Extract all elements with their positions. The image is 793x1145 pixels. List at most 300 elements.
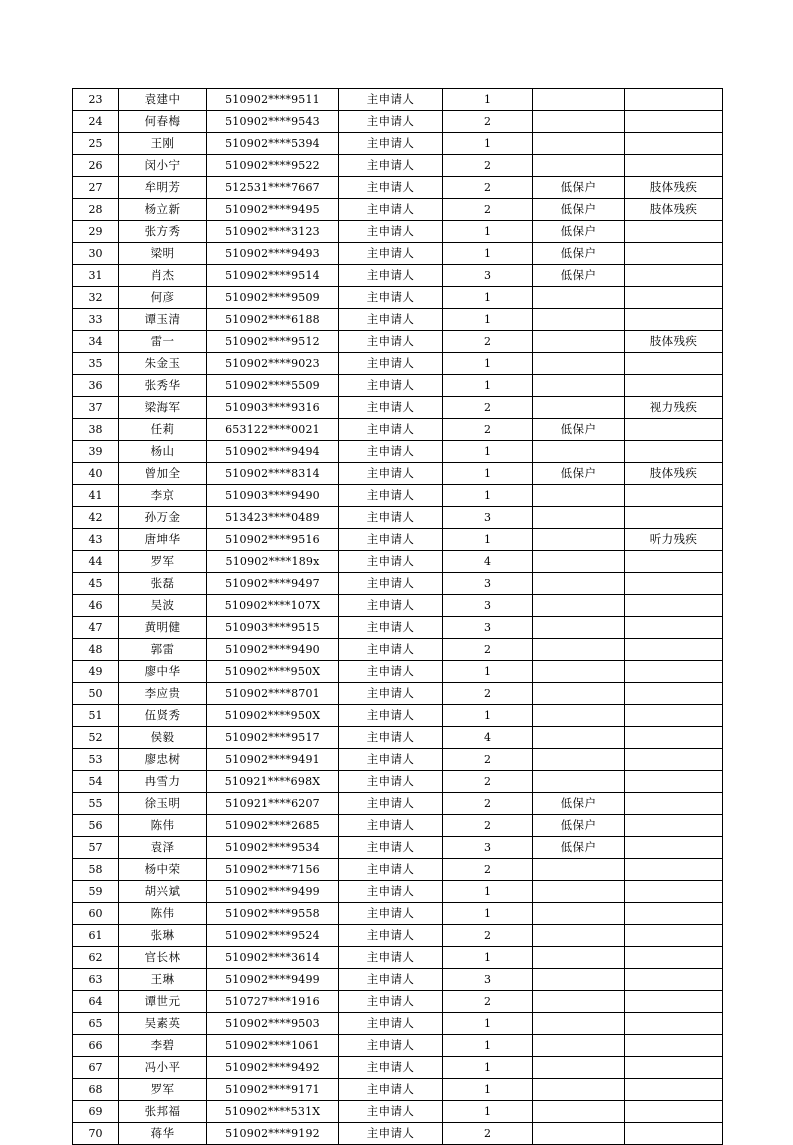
row-index-cell: 35 — [73, 353, 119, 375]
applicant-role-cell: 主申请人 — [339, 485, 443, 507]
row-index-cell: 58 — [73, 859, 119, 881]
remark-cell — [625, 771, 723, 793]
table-row — [73, 881, 723, 903]
remark-cell: 听力残疾 — [625, 529, 723, 551]
family-size-cell: 1 — [443, 881, 533, 903]
family-size-cell: 2 — [443, 199, 533, 221]
remark-cell — [625, 683, 723, 705]
remark-cell — [625, 793, 723, 815]
table-row — [73, 1035, 723, 1057]
applicant-name-cell: 袁建中 — [119, 89, 207, 111]
family-size-cell: 1 — [443, 705, 533, 727]
household-type-cell — [533, 375, 625, 397]
applicant-role-cell: 主申请人 — [339, 1123, 443, 1145]
table-row — [73, 133, 723, 155]
table-row — [73, 155, 723, 177]
remark-cell — [625, 969, 723, 991]
remark-cell: 视力残疾 — [625, 397, 723, 419]
id-number-cell: 510902****9558 — [207, 903, 339, 925]
family-size-cell: 1 — [443, 375, 533, 397]
id-number-cell: 510902****9516 — [207, 529, 339, 551]
household-type-cell — [533, 573, 625, 595]
applicant-name-cell: 侯毅 — [119, 727, 207, 749]
remark-cell — [625, 1057, 723, 1079]
id-number-cell: 510902****950X — [207, 661, 339, 683]
id-number-cell: 510902****9171 — [207, 1079, 339, 1101]
remark-cell — [625, 573, 723, 595]
household-type-cell — [533, 749, 625, 771]
applicant-name-cell: 罗军 — [119, 551, 207, 573]
applicant-role-cell: 主申请人 — [339, 815, 443, 837]
row-index-cell: 50 — [73, 683, 119, 705]
row-index-cell: 27 — [73, 177, 119, 199]
applicant-role-cell: 主申请人 — [339, 661, 443, 683]
remark-cell — [625, 133, 723, 155]
applicant-name-cell: 王刚 — [119, 133, 207, 155]
household-type-cell — [533, 89, 625, 111]
id-number-cell: 510902****9509 — [207, 287, 339, 309]
household-type-cell — [533, 947, 625, 969]
family-size-cell: 2 — [443, 177, 533, 199]
row-index-cell: 26 — [73, 155, 119, 177]
applicant-name-cell: 唐坤华 — [119, 529, 207, 551]
applicant-role-cell: 主申请人 — [339, 1101, 443, 1123]
household-type-cell: 低保户 — [533, 221, 625, 243]
row-index-cell: 34 — [73, 331, 119, 353]
row-index-cell: 68 — [73, 1079, 119, 1101]
remark-cell — [625, 837, 723, 859]
applicant-name-cell: 牟明芳 — [119, 177, 207, 199]
applicant-name-cell: 杨山 — [119, 441, 207, 463]
remark-cell — [625, 353, 723, 375]
table-row — [73, 969, 723, 991]
applicant-role-cell: 主申请人 — [339, 441, 443, 463]
family-size-cell: 2 — [443, 859, 533, 881]
household-type-cell — [533, 1035, 625, 1057]
household-type-cell — [533, 595, 625, 617]
household-type-cell — [533, 771, 625, 793]
table-row — [73, 815, 723, 837]
applicant-role-cell: 主申请人 — [339, 639, 443, 661]
applicant-role-cell: 主申请人 — [339, 529, 443, 551]
family-size-cell: 4 — [443, 551, 533, 573]
family-size-cell: 1 — [443, 243, 533, 265]
household-type-cell — [533, 683, 625, 705]
table-row — [73, 1101, 723, 1123]
row-index-cell: 44 — [73, 551, 119, 573]
remark-cell — [625, 551, 723, 573]
household-type-cell — [533, 155, 625, 177]
row-index-cell: 36 — [73, 375, 119, 397]
applicant-role-cell: 主申请人 — [339, 573, 443, 595]
row-index-cell: 28 — [73, 199, 119, 221]
applicant-role-cell: 主申请人 — [339, 199, 443, 221]
row-index-cell: 59 — [73, 881, 119, 903]
applicant-name-cell: 陈伟 — [119, 815, 207, 837]
applicant-role-cell: 主申请人 — [339, 903, 443, 925]
applicant-role-cell: 主申请人 — [339, 177, 443, 199]
id-number-cell: 510902****9497 — [207, 573, 339, 595]
remark-cell — [625, 749, 723, 771]
id-number-cell: 510902****950X — [207, 705, 339, 727]
applicant-name-cell: 王琳 — [119, 969, 207, 991]
applicant-name-cell: 黄明健 — [119, 617, 207, 639]
table-row — [73, 177, 723, 199]
household-type-cell: 低保户 — [533, 793, 625, 815]
row-index-cell: 31 — [73, 265, 119, 287]
household-type-cell — [533, 859, 625, 881]
row-index-cell: 48 — [73, 639, 119, 661]
applicant-name-cell: 吴波 — [119, 595, 207, 617]
household-type-cell — [533, 1101, 625, 1123]
family-size-cell: 1 — [443, 309, 533, 331]
id-number-cell: 510727****1916 — [207, 991, 339, 1013]
applicant-name-cell: 郭雷 — [119, 639, 207, 661]
family-size-cell: 1 — [443, 441, 533, 463]
remark-cell — [625, 309, 723, 331]
applicant-name-cell: 谭玉清 — [119, 309, 207, 331]
table-row — [73, 529, 723, 551]
row-index-cell: 39 — [73, 441, 119, 463]
family-size-cell: 1 — [443, 903, 533, 925]
household-type-cell — [533, 727, 625, 749]
row-index-cell: 32 — [73, 287, 119, 309]
family-size-cell: 3 — [443, 837, 533, 859]
row-index-cell: 23 — [73, 89, 119, 111]
row-index-cell: 57 — [73, 837, 119, 859]
table-row — [73, 573, 723, 595]
applicant-roster-table — [72, 88, 723, 1145]
table-row — [73, 749, 723, 771]
remark-cell — [625, 287, 723, 309]
row-index-cell: 66 — [73, 1035, 119, 1057]
table-row — [73, 661, 723, 683]
household-type-cell — [533, 991, 625, 1013]
id-number-cell: 510902****9512 — [207, 331, 339, 353]
household-type-cell — [533, 639, 625, 661]
id-number-cell: 510902****9491 — [207, 749, 339, 771]
remark-cell — [625, 661, 723, 683]
remark-cell — [625, 155, 723, 177]
applicant-name-cell: 梁明 — [119, 243, 207, 265]
id-number-cell: 510903****9490 — [207, 485, 339, 507]
family-size-cell: 2 — [443, 155, 533, 177]
table-row — [73, 991, 723, 1013]
applicant-role-cell: 主申请人 — [339, 221, 443, 243]
applicant-name-cell: 李应贵 — [119, 683, 207, 705]
row-index-cell: 40 — [73, 463, 119, 485]
id-number-cell: 510902****9522 — [207, 155, 339, 177]
applicant-role-cell: 主申请人 — [339, 375, 443, 397]
applicant-name-cell: 廖中华 — [119, 661, 207, 683]
row-index-cell: 70 — [73, 1123, 119, 1145]
remark-cell — [625, 243, 723, 265]
family-size-cell: 3 — [443, 969, 533, 991]
family-size-cell: 2 — [443, 925, 533, 947]
id-number-cell: 510921****698X — [207, 771, 339, 793]
applicant-role-cell: 主申请人 — [339, 749, 443, 771]
household-type-cell — [533, 529, 625, 551]
applicant-role-cell: 主申请人 — [339, 463, 443, 485]
applicant-name-cell: 廖忠树 — [119, 749, 207, 771]
household-type-cell — [533, 661, 625, 683]
household-type-cell — [533, 353, 625, 375]
table-row — [73, 331, 723, 353]
table-row — [73, 595, 723, 617]
row-index-cell: 42 — [73, 507, 119, 529]
table-row — [73, 859, 723, 881]
table-row — [73, 419, 723, 441]
applicant-role-cell: 主申请人 — [339, 89, 443, 111]
family-size-cell: 1 — [443, 89, 533, 111]
remark-cell — [625, 221, 723, 243]
household-type-cell: 低保户 — [533, 837, 625, 859]
remark-cell — [625, 485, 723, 507]
id-number-cell: 510902****8701 — [207, 683, 339, 705]
table-row — [73, 485, 723, 507]
id-number-cell: 510902****2685 — [207, 815, 339, 837]
household-type-cell: 低保户 — [533, 463, 625, 485]
family-size-cell: 2 — [443, 1123, 533, 1145]
family-size-cell: 1 — [443, 287, 533, 309]
id-number-cell: 510902****189x — [207, 551, 339, 573]
table-row — [73, 397, 723, 419]
applicant-role-cell: 主申请人 — [339, 551, 443, 573]
id-number-cell: 510902****9495 — [207, 199, 339, 221]
applicant-name-cell: 蒋华 — [119, 1123, 207, 1145]
family-size-cell: 4 — [443, 727, 533, 749]
household-type-cell — [533, 111, 625, 133]
id-number-cell: 510902****9543 — [207, 111, 339, 133]
row-index-cell: 53 — [73, 749, 119, 771]
applicant-role-cell: 主申请人 — [339, 111, 443, 133]
remark-cell — [625, 111, 723, 133]
remark-cell — [625, 881, 723, 903]
remark-cell — [625, 617, 723, 639]
table-row — [73, 265, 723, 287]
table-row — [73, 463, 723, 485]
applicant-name-cell: 罗军 — [119, 1079, 207, 1101]
applicant-name-cell: 何春梅 — [119, 111, 207, 133]
remark-cell — [625, 727, 723, 749]
family-size-cell: 2 — [443, 639, 533, 661]
table-row — [73, 441, 723, 463]
applicant-name-cell: 谭世元 — [119, 991, 207, 1013]
remark-cell — [625, 991, 723, 1013]
row-index-cell: 49 — [73, 661, 119, 683]
row-index-cell: 56 — [73, 815, 119, 837]
applicant-role-cell: 主申请人 — [339, 771, 443, 793]
id-number-cell: 510902****9524 — [207, 925, 339, 947]
household-type-cell: 低保户 — [533, 199, 625, 221]
applicant-role-cell: 主申请人 — [339, 617, 443, 639]
applicant-role-cell: 主申请人 — [339, 727, 443, 749]
applicant-name-cell: 伍贤秀 — [119, 705, 207, 727]
applicant-role-cell: 主申请人 — [339, 287, 443, 309]
remark-cell: 肢体残疾 — [625, 199, 723, 221]
applicant-role-cell: 主申请人 — [339, 133, 443, 155]
applicant-name-cell: 孙万金 — [119, 507, 207, 529]
id-number-cell: 510902****9494 — [207, 441, 339, 463]
id-number-cell: 510902****7156 — [207, 859, 339, 881]
applicant-role-cell: 主申请人 — [339, 925, 443, 947]
family-size-cell: 1 — [443, 463, 533, 485]
table-row — [73, 837, 723, 859]
family-size-cell: 1 — [443, 1035, 533, 1057]
applicant-role-cell: 主申请人 — [339, 991, 443, 1013]
table-row — [73, 617, 723, 639]
applicant-name-cell: 胡兴斌 — [119, 881, 207, 903]
id-number-cell: 513423****0489 — [207, 507, 339, 529]
applicant-name-cell: 张磊 — [119, 573, 207, 595]
applicant-name-cell: 张方秀 — [119, 221, 207, 243]
applicant-role-cell: 主申请人 — [339, 969, 443, 991]
family-size-cell: 2 — [443, 793, 533, 815]
family-size-cell: 1 — [443, 1101, 533, 1123]
remark-cell — [625, 903, 723, 925]
applicant-role-cell: 主申请人 — [339, 507, 443, 529]
household-type-cell — [533, 551, 625, 573]
remark-cell — [625, 419, 723, 441]
applicant-name-cell: 何彦 — [119, 287, 207, 309]
household-type-cell — [533, 881, 625, 903]
family-size-cell: 3 — [443, 265, 533, 287]
row-index-cell: 47 — [73, 617, 119, 639]
family-size-cell: 2 — [443, 111, 533, 133]
row-index-cell: 51 — [73, 705, 119, 727]
row-index-cell: 62 — [73, 947, 119, 969]
applicant-name-cell: 李京 — [119, 485, 207, 507]
row-index-cell: 30 — [73, 243, 119, 265]
family-size-cell: 2 — [443, 815, 533, 837]
remark-cell — [625, 1013, 723, 1035]
family-size-cell: 1 — [443, 1079, 533, 1101]
table-row — [73, 1123, 723, 1145]
family-size-cell: 1 — [443, 133, 533, 155]
remark-cell — [625, 859, 723, 881]
row-index-cell: 61 — [73, 925, 119, 947]
id-number-cell: 510902****9492 — [207, 1057, 339, 1079]
id-number-cell: 510902****9493 — [207, 243, 339, 265]
household-type-cell — [533, 617, 625, 639]
family-size-cell: 2 — [443, 419, 533, 441]
applicant-name-cell: 徐玉明 — [119, 793, 207, 815]
row-index-cell: 67 — [73, 1057, 119, 1079]
applicant-role-cell: 主申请人 — [339, 859, 443, 881]
id-number-cell: 510903****9316 — [207, 397, 339, 419]
table-row — [73, 793, 723, 815]
remark-cell — [625, 639, 723, 661]
row-index-cell: 65 — [73, 1013, 119, 1035]
remark-cell — [625, 441, 723, 463]
applicant-role-cell: 主申请人 — [339, 1013, 443, 1035]
family-size-cell: 1 — [443, 1013, 533, 1035]
applicant-name-cell: 梁海军 — [119, 397, 207, 419]
remark-cell — [625, 265, 723, 287]
remark-cell — [625, 507, 723, 529]
row-index-cell: 69 — [73, 1101, 119, 1123]
household-type-cell: 低保户 — [533, 243, 625, 265]
household-type-cell — [533, 309, 625, 331]
family-size-cell: 1 — [443, 353, 533, 375]
applicant-role-cell: 主申请人 — [339, 331, 443, 353]
remark-cell — [625, 595, 723, 617]
household-type-cell: 低保户 — [533, 419, 625, 441]
row-index-cell: 55 — [73, 793, 119, 815]
applicant-name-cell: 闵小宁 — [119, 155, 207, 177]
id-number-cell: 510903****9515 — [207, 617, 339, 639]
id-number-cell: 510902****9499 — [207, 881, 339, 903]
household-type-cell — [533, 485, 625, 507]
household-type-cell — [533, 1123, 625, 1145]
family-size-cell: 1 — [443, 947, 533, 969]
remark-cell: 肢体残疾 — [625, 177, 723, 199]
row-index-cell: 41 — [73, 485, 119, 507]
applicant-name-cell: 朱金玉 — [119, 353, 207, 375]
applicant-name-cell: 陈伟 — [119, 903, 207, 925]
applicant-name-cell: 杨中荣 — [119, 859, 207, 881]
row-index-cell: 64 — [73, 991, 119, 1013]
table-row — [73, 1013, 723, 1035]
table-row — [73, 903, 723, 925]
row-index-cell: 54 — [73, 771, 119, 793]
family-size-cell: 1 — [443, 661, 533, 683]
applicant-role-cell: 主申请人 — [339, 397, 443, 419]
table-row — [73, 287, 723, 309]
remark-cell — [625, 705, 723, 727]
applicant-role-cell: 主申请人 — [339, 595, 443, 617]
id-number-cell: 510902****5509 — [207, 375, 339, 397]
id-number-cell: 510902****9499 — [207, 969, 339, 991]
applicant-name-cell: 李碧 — [119, 1035, 207, 1057]
applicant-name-cell: 雷一 — [119, 331, 207, 353]
row-index-cell: 24 — [73, 111, 119, 133]
family-size-cell: 2 — [443, 397, 533, 419]
id-number-cell: 510902****9511 — [207, 89, 339, 111]
remark-cell — [625, 1079, 723, 1101]
id-number-cell: 510902****9023 — [207, 353, 339, 375]
household-type-cell: 低保户 — [533, 265, 625, 287]
applicant-role-cell: 主申请人 — [339, 881, 443, 903]
household-type-cell — [533, 133, 625, 155]
row-index-cell: 52 — [73, 727, 119, 749]
remark-cell: 肢体残疾 — [625, 331, 723, 353]
family-size-cell: 1 — [443, 485, 533, 507]
applicant-role-cell: 主申请人 — [339, 1035, 443, 1057]
household-type-cell — [533, 969, 625, 991]
applicant-role-cell: 主申请人 — [339, 683, 443, 705]
applicant-role-cell: 主申请人 — [339, 419, 443, 441]
row-index-cell: 43 — [73, 529, 119, 551]
household-type-cell: 低保户 — [533, 177, 625, 199]
table-row — [73, 353, 723, 375]
roster-table-body — [73, 89, 723, 1145]
remark-cell — [625, 375, 723, 397]
remark-cell — [625, 1101, 723, 1123]
family-size-cell: 2 — [443, 771, 533, 793]
id-number-cell: 510902****3123 — [207, 221, 339, 243]
table-row — [73, 199, 723, 221]
family-size-cell: 2 — [443, 991, 533, 1013]
id-number-cell: 510902****6188 — [207, 309, 339, 331]
household-type-cell — [533, 1013, 625, 1035]
row-index-cell: 29 — [73, 221, 119, 243]
applicant-role-cell: 主申请人 — [339, 793, 443, 815]
remark-cell — [625, 947, 723, 969]
table-row — [73, 551, 723, 573]
table-row — [73, 639, 723, 661]
applicant-name-cell: 袁泽 — [119, 837, 207, 859]
